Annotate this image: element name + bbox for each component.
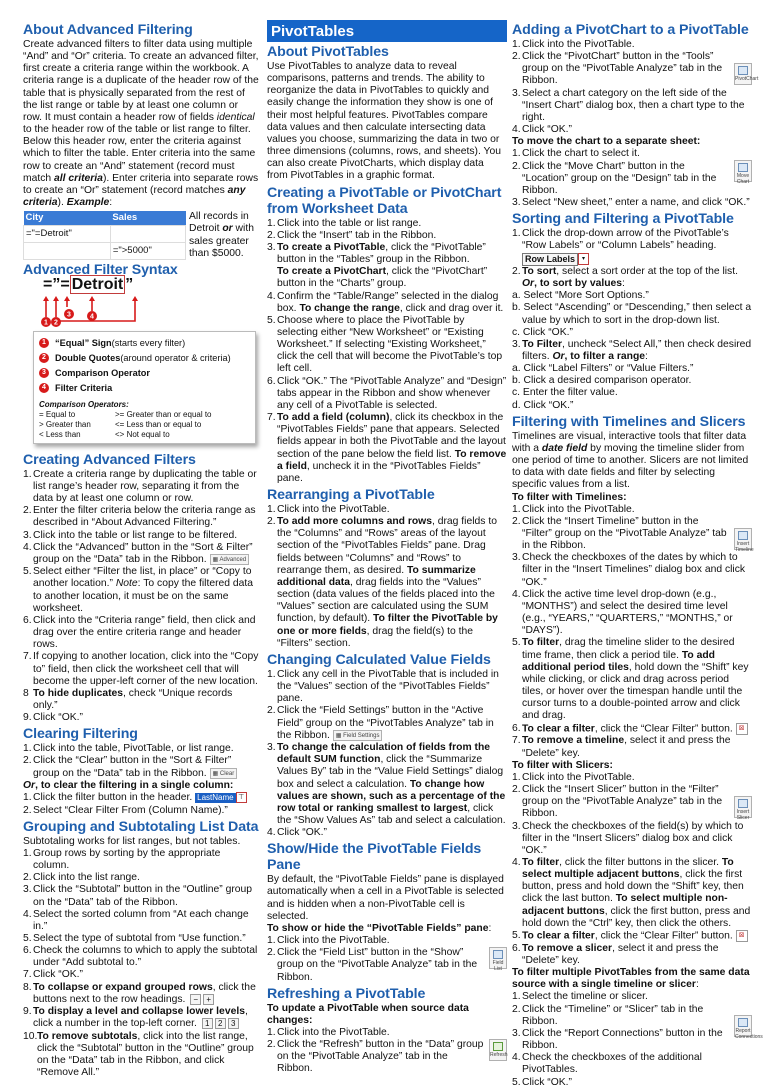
heading-creating-pivottable: Creating a PivotTable or PivotChart from Worksheet Data <box>267 184 502 217</box>
svg-text:1: 1 <box>44 319 48 327</box>
list-item: 3. Click the “Subtotal” button in the “Outline” group on the “Data” tab of the Ribbon. <box>23 884 253 908</box>
syntax-diagram <box>43 275 259 329</box>
slicers-subheading: To filter with Slicers: <box>512 759 613 771</box>
column-header-chip: LastName <box>197 792 234 802</box>
heading-advanced-filter-syntax: Advanced Filter Syntax <box>23 261 178 278</box>
table-cell <box>110 226 185 243</box>
list-item: 1. Click the drop-down arrow of the PivotTable’s “Row Labels” or “Column Labels” heading. Row Labels ▾ <box>512 228 729 264</box>
grouping-steps <box>23 848 259 1079</box>
list-item: 6. To clear a filter, click the “Clear Filter” button. ⊠ <box>512 723 752 736</box>
heading-grouping-subtotaling: Grouping and Subtotaling List Data <box>23 818 259 835</box>
criteria-header-city: City <box>24 211 111 226</box>
timelines-subheading: To filter with Timelines: <box>512 491 627 503</box>
list-item: 1. Click any cell in the PivotTable that is included in the “Values” section of the “PivotTables Fields” pane. <box>267 668 499 705</box>
heading-changing-calculated-fields: Changing Calculated Value Fields <box>267 651 491 668</box>
table-row <box>24 226 186 243</box>
list-item: a. Click “Label Filters” or “Value Filters.” <box>512 363 694 375</box>
list-item: 1. Click the filter button in the header. LastName ⊤ <box>23 792 259 804</box>
heading-creating-advanced-filters: Creating Advanced Filters <box>23 451 196 468</box>
list-item: 7. To add a field (column), click its checkbox in the “PivotTables Fields” pane that appears. Selected fields appear in both the PivotTable and the layout section of the pane below the field list. To remove a field, uncheck it in the “PivotTables Fields” pane. <box>267 412 507 484</box>
column-1 <box>23 20 259 1079</box>
list-item: 2. Click the “Refresh” button in the “Data” group on the “PivotTable Analyze” tab in the Ribbon. <box>267 1039 484 1075</box>
table-cell <box>24 243 111 260</box>
outline-button-icon: + <box>203 994 214 1005</box>
list-item: c. Click “OK.” <box>512 326 573 338</box>
heading-about-pivottables: About PivotTables <box>267 44 389 60</box>
comparison-operators-title: Comparison Operators: <box>39 399 129 409</box>
criteria-note: All records in Detroit or with sales greater than $5000. <box>189 211 254 259</box>
move-chart-subheading: To move the chart to a separate sheet: <box>512 136 701 148</box>
list-item: 2. Enter the filter criteria below the criteria range as described in “About Advanced Filtering.” <box>23 505 256 529</box>
comparison-operators-list: = Equal to >= Greater than or equal to > Greater than <= Less than or equal to < Less than <> Not equal to <box>39 409 212 439</box>
list-item: c. Enter the filter value. <box>512 387 618 399</box>
list-item: 2. Click the “Field Settings” button in the “Active Field” group on the “PivotTables Analyze” tab in the Ribbon. ▦ Field Settings <box>267 705 494 741</box>
list-item: 6. Check the columns to which to apply the subtotal under “Add subtotal to.” <box>23 945 258 969</box>
outline-button-icon: − <box>190 994 201 1005</box>
timelines-body: Timelines are visual, interactive tools that filter data with a date field by moving the timeline slider from one period of time to another. Slicers are not limited to data with date fields and filter by selecting specific values from a list. <box>512 430 749 491</box>
list-item: a. Select “More Sort Options.” <box>512 290 649 302</box>
list-item: 8. To collapse or expand grouped rows, click the buttons next to the row headings. − + <box>23 981 256 1005</box>
list-item: 5. Select the type of subtotal from “Use function.” <box>23 932 246 944</box>
criteria-example <box>23 211 259 260</box>
list-item: 6. Click into the “Criteria range” field, then click and drag over the entire criteria range and header rows. <box>23 614 256 651</box>
list-item: 6. Click “OK.” The “PivotTable Analyze” and “Design” tabs appear in the Ribbon and show whenever any cell of a PivotTable is selected. <box>267 375 507 411</box>
list-item: 4. To filter, click the filter buttons in the slicer. To select multiple adjacent buttons, click the first button, press and hold down the “Shift” key, then click the last button. To select multiple non-adjacent buttons, click the first button, press and hold down the “Ctrl” key, then click the others. <box>512 856 751 929</box>
legend-item: 3 Comparison Operator <box>39 366 251 381</box>
number-badge-icon: 1 <box>39 338 49 348</box>
svg-text:4: 4 <box>90 313 94 321</box>
syntax-callout-arrows-icon <box>43 275 163 329</box>
multi-pivottables-subheading: To filter multiple PivotTables from the same data source with a single timeline or slicer: <box>512 967 750 991</box>
list-item: 2. Click the “PivotChart” button in the “Tools” group on the “PivotTable Analyze” tab in the Ribbon. <box>512 51 723 87</box>
list-item: 2. Click into the list range. <box>23 872 140 884</box>
list-item: 5. To filter, drag the timeline slider to the desired time frame, then click a period tile. To add additional period tiles, hold down the “Shift” key while clicking, or click and drag across period tiles, or hover over the timespan handle until the cursor turns to a double-pointed arrow and click and drag. <box>512 637 749 722</box>
list-item: 1. Create a criteria range by duplicating the table or list range’s header row, separating it from the data by at least one column or row. <box>23 468 257 505</box>
list-item: 7. To remove a timeline, select it and press the “Delete” key. <box>512 735 731 759</box>
list-item: 2. Select “Clear Filter From (Column Name).” <box>23 804 228 816</box>
row-labels-chip: Row Labels <box>522 253 578 266</box>
list-item: 1. Click into the PivotTable. <box>267 935 390 947</box>
list-item: 1. Click into the PivotTable. <box>512 503 635 515</box>
list-item: 3. Click into the table or list range to be filtered. <box>23 529 238 541</box>
number-badge-icon: 4 <box>39 383 49 393</box>
list-item: 1. Click into the PivotTable. <box>267 1027 390 1039</box>
list-item: 7. Click “OK.” <box>23 969 83 981</box>
list-item: 3. To create a PivotTable, click the “PivotTable” button in the “Tables” group in the Ribbon. <box>267 241 486 266</box>
heading-rearranging-pivottable: Rearranging a PivotTable <box>267 487 435 503</box>
list-item: 3. To change the calculation of fields from the default SUM function, click the “Summarize Values By” tab in the “Value Field Settings” dialog box and select a calculation. To change how values are shown, such as a percentage of the row total or ranking smallest to largest, click the “Show Values As” tab and select a calculation. <box>267 742 506 826</box>
changing-fields-steps <box>267 669 507 839</box>
ribbon-button-icon: ▦ Field Settings <box>333 730 383 741</box>
list-item: 2. To add more columns and rows, drag fields to the “Columns” and “Rows” areas of the layout section of the “PivotTables Fields” pane. Drag fields between “Columns” and “Rows” to rearrange them, as desired. To summarize additional data, drag fields into the “Values” section (data values of the fields placed into the “Values” section are calculated using the SUM function, by default). To filter the PivotTable by one or more fields, drag the field(s) to the “Filters” section. <box>267 516 498 649</box>
list-item: 1. Group rows by sorting by the appropriate column. <box>23 847 221 872</box>
list-item: 2. Click the “Clear” button in the “Sort & Filter” group on the “Data” tab in the Ribbon. ▦ Clear <box>23 755 259 780</box>
list-item: 2. Click the “Move Chart” button in the “Location” group on the “Design” tab in the Ribbon. <box>512 160 717 196</box>
list-item: 2. To sort, select a sort order at the top of the list. <box>512 265 738 277</box>
refresh-subheading: To update a PivotTable when source data changes: <box>267 1002 469 1026</box>
insert-timeline-button-icon: Insert Timeline <box>734 528 752 550</box>
pivottables-banner: PivotTables <box>267 20 507 42</box>
table-cell: =">5000" <box>110 243 185 260</box>
list-item: 2. Click the “Insert” tab in the Ribbon. <box>267 229 437 241</box>
number-badge-icon: 2 <box>39 353 49 363</box>
refresh-button-icon: Refresh <box>489 1039 507 1061</box>
list-item: 3. To Filter, uncheck “Select All,” then check desired filters. Or, to filter a range: <box>512 338 752 362</box>
list-item: 1. Click into the table, PivotTable, or list range. <box>23 743 234 755</box>
heading-refreshing-pivottable: Refreshing a PivotTable <box>267 985 426 1002</box>
list-item: 4. Confirm the “Table/Range” selected in the dialog box. To change the range, click and drag over it. <box>267 290 504 314</box>
pivotchart-button-icon: PivotChart <box>734 63 752 85</box>
number-badge-icon: 3 <box>39 368 49 378</box>
show-hide-body: By default, the “PivotTable Fields” pane is displayed automatically when a cell in a PivotTable is selected and is hidden when a non-PivotTable cell is selected. <box>267 874 504 922</box>
list-item: 5. Click “OK.” <box>512 1076 572 1088</box>
list-item: 9. To display a level and collapse lower levels, click a number in the top-left corner. 1 2 3 <box>23 1006 248 1030</box>
ribbon-button-icon: ▦ Clear <box>210 768 238 779</box>
about-advanced-filtering-body: Create advanced filters to filter data using multiple “And” and “Or” criteria. To create an advanced filter, first create a criteria range within the workbook. A criteria range is a duplicate of the header row of the table that is physically separated from the rest of the list range or table by at least one column or row. It must contain a header row of fields identical to the header row of the table or list range to filter. Below this header row, enter the criteria against which to filter the table. Enter criteria into the same row to create an “And” statement (record must match all criteria). Enter criteria into separate rows to create an “Or” statement (record matches any criteria). Example: <box>23 39 259 209</box>
heading-show-hide-fields-pane: Show/Hide the PivotTable Fields Pane <box>267 841 482 874</box>
outline-button-icon: 3 <box>228 1018 239 1029</box>
heading-clearing-filtering: Clearing Filtering <box>23 726 138 743</box>
list-item: 4. Click the “Advanced” button in the “Sort & Filter” group on the “Data” tab in the Ribbon. ▦ Advanced <box>23 541 253 566</box>
list-item: 5. To clear a filter, click the “Clear Filter” button. ⊠ <box>512 930 752 943</box>
list-item: b. Click a desired comparison operator. <box>512 375 692 387</box>
list-item: 2. Click the “Insert Slicer” button in the “Filter” group on the “PivotTable Analyze” tab in the Ribbon. <box>512 784 723 820</box>
dropdown-arrow-icon: ▾ <box>578 253 589 265</box>
list-item: 4. Click the active time level drop-down (e.g., “MONTHS”) and select the desired time level (e.g., “YEARS,” “QUARTERS,” “MONTHS,” or “DAYS”). <box>512 588 733 637</box>
list-item: 1. Select the timeline or slicer. <box>512 991 648 1003</box>
grouping-intro: Subtotaling works for list ranges, but not tables. <box>23 835 241 847</box>
insert-slicer-button-icon: Insert Slicer <box>734 796 752 818</box>
heading-timelines-slicers: Filtering with Timelines and Slicers <box>512 413 746 430</box>
criteria-table <box>23 211 186 260</box>
list-item: 8 To hide duplicates, check “Unique records only.” <box>23 687 233 712</box>
outline-button-icon: 2 <box>215 1018 226 1029</box>
list-item: 3. Click the “Report Connections” button in the Ribbon. <box>512 1027 723 1052</box>
legend-item: 4 Filter Criteria <box>39 381 251 396</box>
heading-about-advanced-filtering: About Advanced Filtering <box>23 22 193 38</box>
show-hide-subheading: To show or hide the “PivotTable Fields” pane: <box>267 922 492 934</box>
ribbon-button-icon: ▦ Advanced <box>210 554 250 565</box>
slicer-steps <box>512 772 752 967</box>
list-item: 1. Click into the table or list range. <box>267 217 422 229</box>
clear-filter-icon: ⊠ <box>736 723 748 735</box>
clear-filter-icon: ⊠ <box>736 930 748 942</box>
list-item: 5. Select either “Filter the list, in place” or “Copy to another location.” Note: To copy the filtered data to another location, it must be on the same worksheet. <box>23 566 254 614</box>
list-item: 1. Click into the PivotTable. <box>267 504 390 515</box>
clearing-filtering-steps <box>23 743 259 780</box>
list-item: 1. Click into the PivotTable. <box>512 39 635 50</box>
report-connections-button-icon: Report Connections <box>734 1015 752 1037</box>
legend-item: 2 Double Quotes (around operator & criteria) <box>39 351 251 366</box>
list-item: 10. To remove subtotals, click into the list range, click the “Subtotal” button in the “Outline” group on the “Data” tab in the Ribbon, and click “Remove All.” <box>23 1030 254 1079</box>
multi-pivottables-steps <box>512 991 752 1088</box>
table-row <box>24 243 186 260</box>
svg-text:3: 3 <box>67 311 71 319</box>
move-chart-button-icon: Move Chart <box>734 160 752 182</box>
move-chart-steps <box>512 148 752 209</box>
list-item: To create a PivotChart, click the “PivotChart” button in the “Charts” group. <box>277 266 488 290</box>
list-item: 5. Choose where to place the PivotTable by selecting either “New Worksheet” or “Existing Worksheet.” If selecting “Existing Worksheet,” click the cell that will become the PivotTable’s top left cell. <box>267 314 503 375</box>
list-item: 1. Click into the PivotTable. <box>512 771 635 783</box>
legend-item: 1 “Equal” Sign (starts every filter) <box>39 336 251 351</box>
refresh-steps <box>267 1027 507 1076</box>
heading-adding-pivotchart: Adding a PivotChart to a PivotTable <box>512 22 749 38</box>
outline-button-icon: 1 <box>202 1018 213 1029</box>
list-item: 1. Click the chart to select it. <box>512 148 640 160</box>
list-item: 7. If copying to another location, click into the “Copy to” field, then click the worksheet cell that will become the upper-left corner of the new location. <box>23 651 259 687</box>
table-cell: ="=Detroit" <box>24 226 111 243</box>
column-3 <box>512 20 763 1089</box>
list-item: 9. Click “OK.” <box>23 712 83 724</box>
list-item: b. Select “Ascending” or “Descending,” then select a value by which to sort in the drop-down list. <box>512 302 752 326</box>
creating-pivottable-steps <box>267 218 507 485</box>
list-item: 6. To remove a slicer, select it and press the “Delete” key. <box>512 942 719 966</box>
criteria-header-sales: Sales <box>110 211 185 226</box>
list-item: 3. Select “New sheet,” enter a name, and click “OK.” <box>512 197 750 209</box>
rearranging-steps <box>267 504 507 650</box>
field-list-button-icon: Field List <box>489 947 507 969</box>
timeline-steps <box>512 504 752 760</box>
heading-sorting-filtering-pivottable: Sorting and Filtering a PivotTable <box>512 211 734 228</box>
show-hide-steps <box>267 935 507 984</box>
column-2 <box>267 20 507 1076</box>
list-item: 2. Click the “Timeline” or “Slicer” tab in the Ribbon. <box>512 1003 704 1027</box>
list-item: d. Click “OK.” <box>512 399 574 411</box>
creating-advanced-filters-steps <box>23 469 259 725</box>
list-item: 3. Select a chart category on the left side of the “Insert Chart” dialog box, then a chart type to the right. <box>512 87 745 123</box>
syntax-expression: =”= Detroit ” <box>43 275 134 293</box>
list-item: 3. Check the checkboxes of the field(s) by which to filter in the “Insert Slicers” dialog box and click “OK.” <box>512 820 744 856</box>
svg-text:2: 2 <box>54 319 58 327</box>
list-item: 4. Select the sorted column from “At each change in.” <box>23 908 249 932</box>
list-item: 2. Click the “Field List” button in the “Show” group on the “PivotTable Analyze” tab in the Ribbon. <box>267 947 478 983</box>
adding-pivotchart-steps <box>512 39 752 136</box>
syntax-legend <box>33 331 256 444</box>
about-pivottables-body: Use PivotTables to analyze data to reveal comparisons, patterns and trends. The ability to reorganize the data in PivotTables to quickly and easily change the information they show is one of their most helpful features. PivotTables compare data values and then calculate intersecting data values you choose, summarizing the data in two or three dimensions (columns, rows, and sheets). You can also create PivotCharts, which display data from PivotTables in a graphic format. <box>267 61 502 182</box>
list-item: 4. Check the checkboxes of the additional PivotTables. <box>512 1052 702 1076</box>
list-item: 4. Click “OK.” <box>267 827 327 839</box>
clear-single-column-steps <box>23 792 259 817</box>
list-item: 3. Check the checkboxes of the dates by which to filter in the “Insert Timelines” dialog box and click “OK.” <box>512 552 746 588</box>
list-item: 2. Click the “Insert Timeline” button in the “Filter” group on the “PivotTable Analyze” tab in the Ribbon. <box>512 515 727 552</box>
list-item: 4. Click “OK.” <box>512 124 572 136</box>
clear-single-column-subheading: Or, to clear the filtering in a single column: <box>23 780 234 792</box>
filter-button-icon: ⊤ <box>236 792 247 803</box>
sorting-steps <box>512 228 752 412</box>
list-item: Or, to sort by values: <box>522 278 625 290</box>
